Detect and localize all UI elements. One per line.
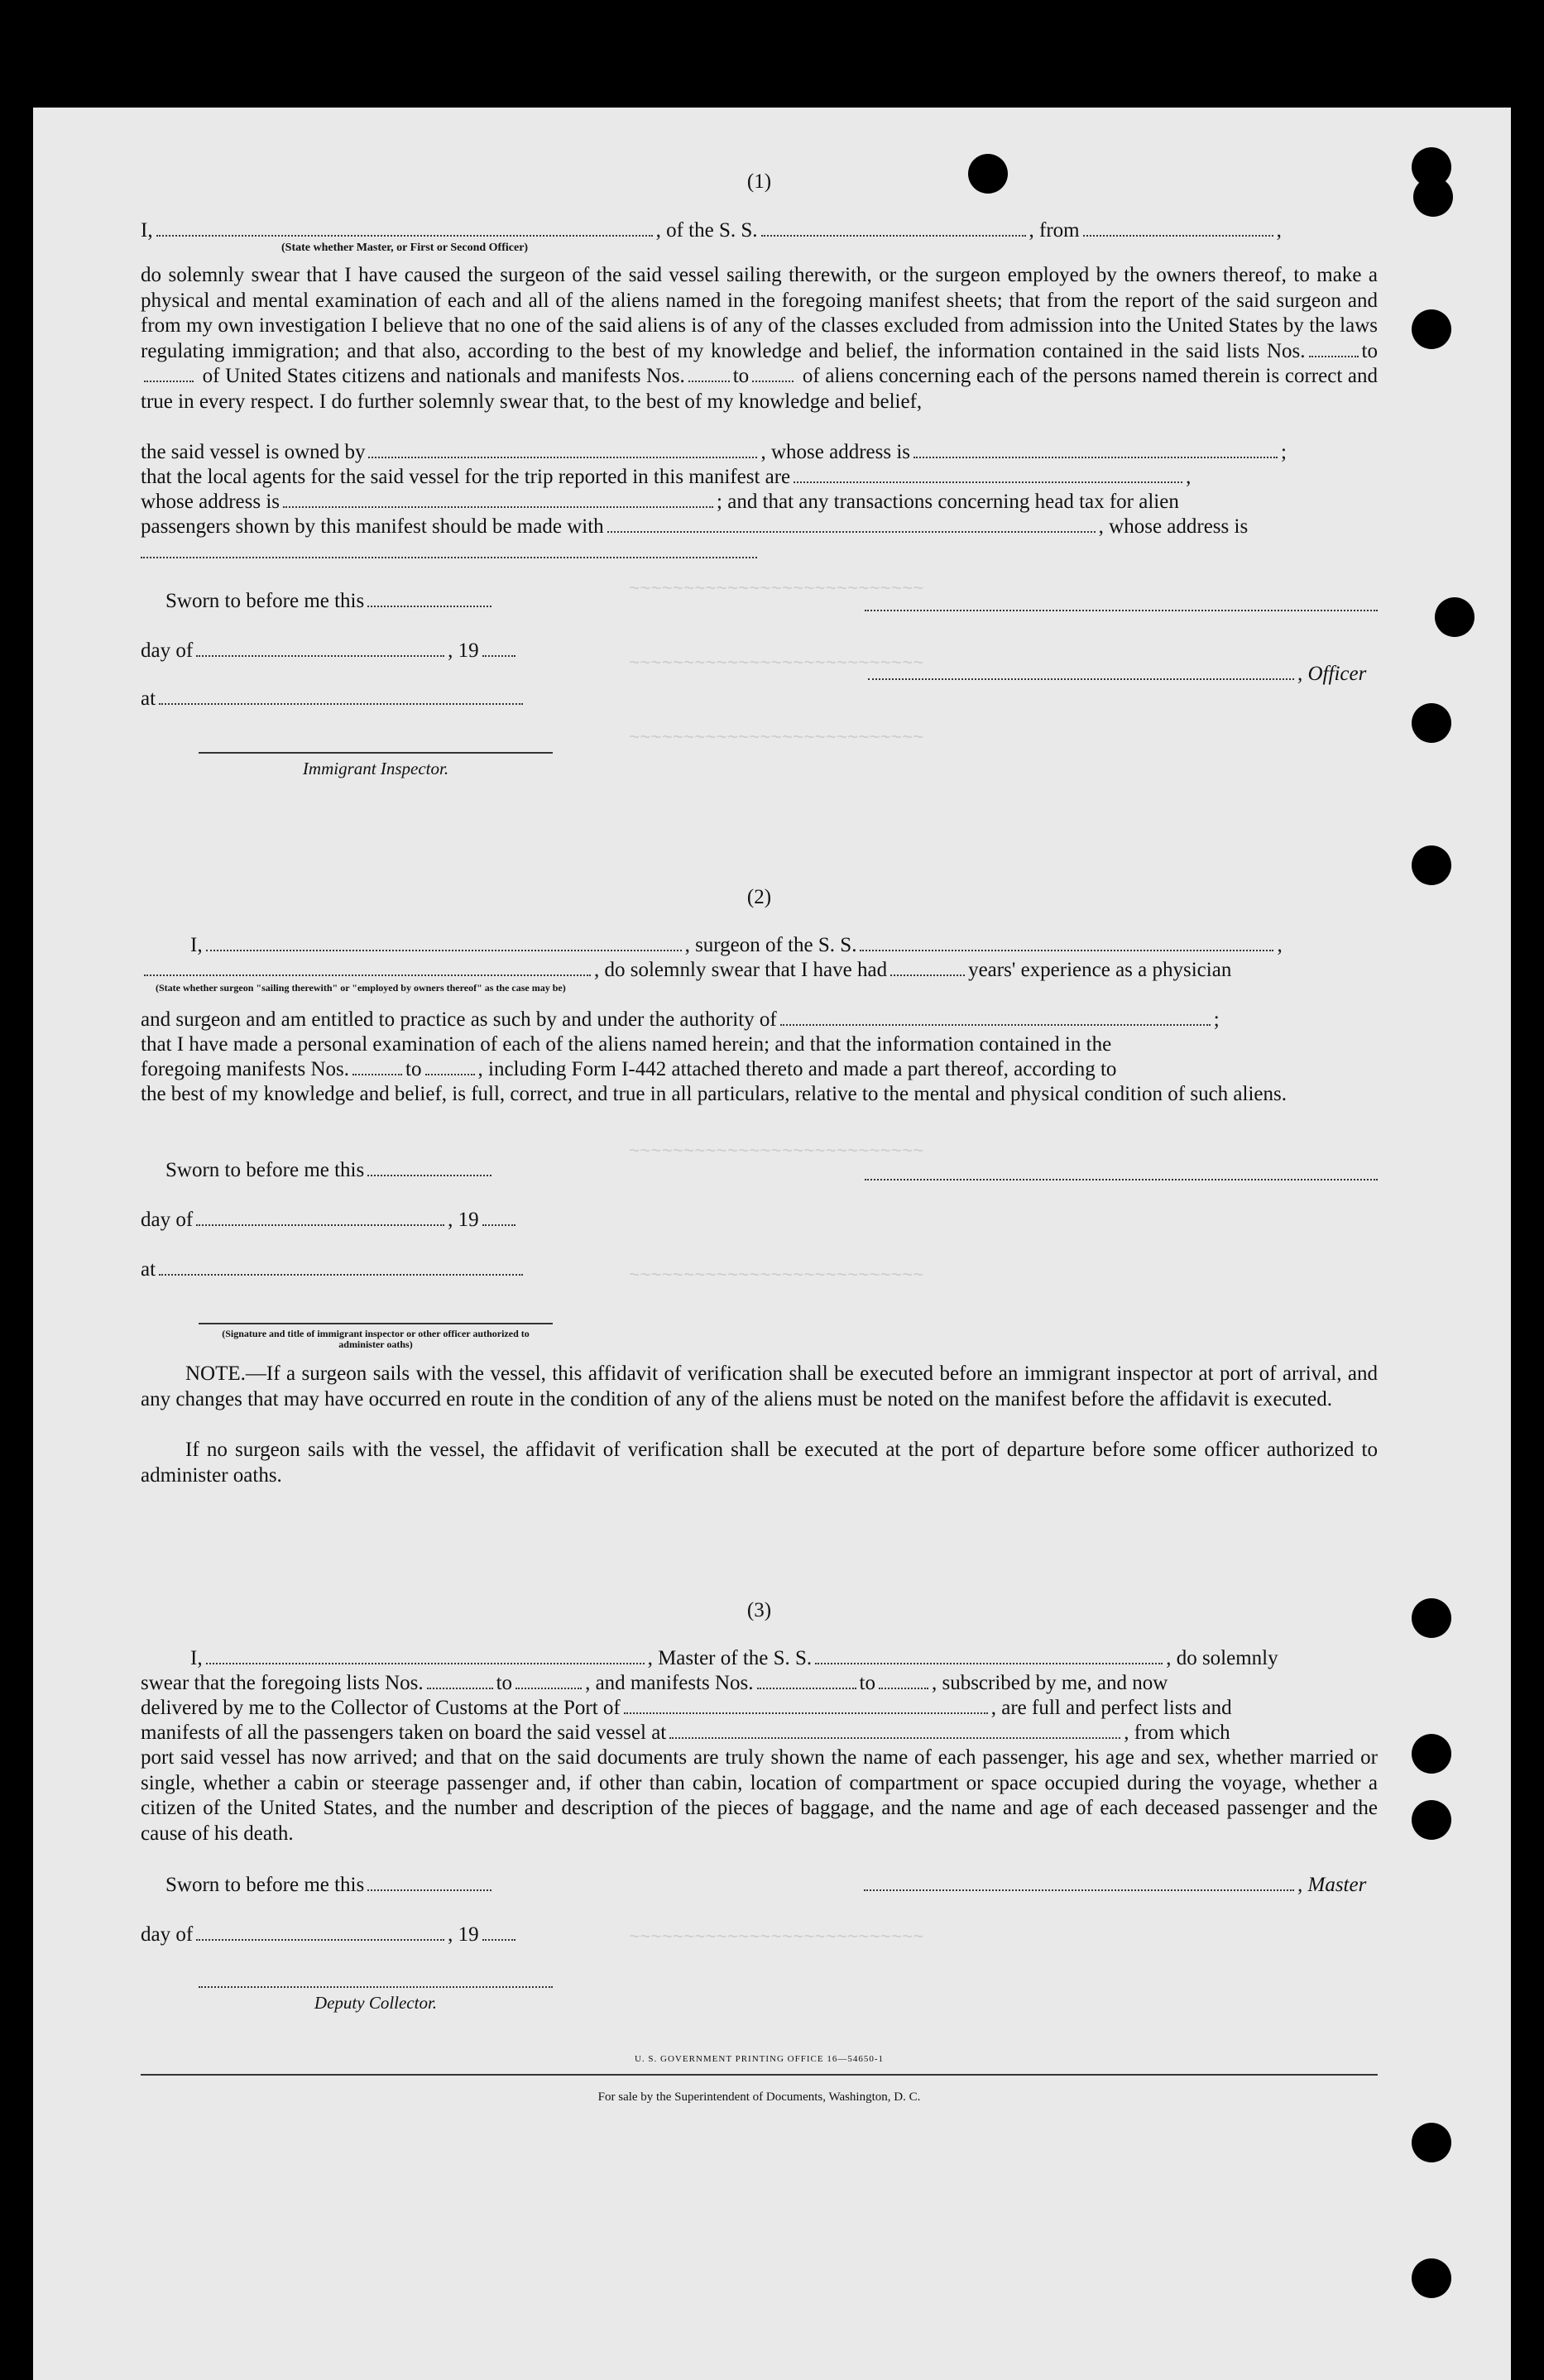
lists-to-field[interactable] xyxy=(144,380,194,382)
s2-year-field[interactable] xyxy=(482,1224,515,1226)
s2-month-field[interactable] xyxy=(196,1224,444,1226)
manifests-to-field[interactable] xyxy=(752,380,794,382)
s1-at: at xyxy=(141,687,156,710)
s3-manifests-from-field[interactable] xyxy=(757,1687,856,1689)
s2-para-e: the best of my knowledge and belief, is full, correct, and true in all particulars, relative to the mental and physical condition of such aliens. xyxy=(141,1083,1287,1105)
years-field[interactable] xyxy=(890,974,965,976)
s1-whose-address-2: whose address is xyxy=(141,491,281,513)
punch-hole xyxy=(1412,2123,1451,2162)
from-port-field[interactable] xyxy=(1083,234,1273,237)
s1-local-agents: that the local agents for the said vessel for the trip reported in this manifest are xyxy=(141,466,791,488)
s1-para3: of aliens concerning each of the persons named therein is correct and true in every respect. I do further solemnly swear that, to the best of my knowledge and belief, xyxy=(141,365,1379,413)
s2-sworn-date-field[interactable] xyxy=(367,1174,491,1176)
s1-whose-address: , whose address is xyxy=(760,441,911,463)
s1-inspector-label: Immigrant Inspector. xyxy=(302,759,449,778)
officer-name-field[interactable] xyxy=(156,234,653,237)
s3-swear-lists: swear that the foregoing lists Nos. xyxy=(141,1672,424,1694)
s2-note-para-1: NOTE.—If a surgeon sails with the vessel, this affidavit of verification shall be executed before an immigrant inspector at port of arrival, and any changes that may have occurred en route in the condition of any of the aliens must be noted on the manifest before the affidavit is executed. xyxy=(141,1362,1378,1410)
s1-to: to xyxy=(1361,339,1378,362)
s1-owned-by: the said vessel is owned by xyxy=(141,441,366,463)
head-tax-party-field[interactable] xyxy=(607,530,1096,533)
punch-hole xyxy=(1435,597,1474,637)
local-agents-field[interactable] xyxy=(794,481,1182,483)
s2-swear: , do solemnly swear that I have had xyxy=(594,959,888,981)
s3-day-of: day of xyxy=(141,1923,194,1946)
s3-master-of: , Master of the S. S. xyxy=(647,1647,813,1669)
punch-hole xyxy=(1412,1598,1451,1638)
s3-do-solemnly: , do solemnly xyxy=(1166,1647,1278,1669)
s2-manifests-to-field[interactable] xyxy=(425,1073,475,1075)
s1-sworn-date-field[interactable] xyxy=(367,605,491,607)
s3-to-2: to xyxy=(859,1672,875,1694)
punch-hole xyxy=(1412,2258,1451,2298)
s1-from: , from xyxy=(1029,219,1080,242)
s3-delivered: delivered by me to the Collector of Customs at the Port of xyxy=(141,1697,621,1719)
owner-field[interactable] xyxy=(368,456,757,458)
surgeon-name-field[interactable] xyxy=(206,949,682,951)
s3-master-label: , Master xyxy=(1297,1874,1367,1896)
s3-deputy-label: Deputy Collector. xyxy=(314,1993,438,2013)
s2-note: (State whether surgeon "sailing therewith" or "employed by owners thereof" as the case may be) xyxy=(156,982,566,994)
punch-hole xyxy=(1413,177,1453,217)
s2-at: at xyxy=(141,1258,156,1281)
s3-year-field[interactable] xyxy=(482,1938,515,1941)
surgeon-status-field[interactable] xyxy=(144,974,591,976)
s1-officer-note: (State whether Master, or First or Second Officer) xyxy=(281,242,529,254)
s3-manifests-to-field[interactable] xyxy=(879,1687,928,1689)
s2-i: I, xyxy=(190,934,203,956)
s1-officer-field[interactable] xyxy=(868,678,1294,680)
s2-inspector-line[interactable] xyxy=(199,1322,553,1324)
ship-name-field[interactable] xyxy=(761,234,1026,237)
section-3-heading: (3) xyxy=(746,1599,772,1621)
s2-ship-field[interactable] xyxy=(860,949,1273,951)
s2-day-of: day of xyxy=(141,1209,194,1231)
master-name-field[interactable] xyxy=(206,1662,645,1664)
s3-and-manifests: , and manifests Nos. xyxy=(585,1672,754,1694)
port-field[interactable] xyxy=(624,1712,988,1714)
s1-passengers: passengers shown by this manifest should be made with xyxy=(141,515,604,538)
s1-whose-address-3: , whose address is xyxy=(1098,515,1249,538)
punch-hole xyxy=(1412,703,1451,743)
s2-surgeon-signature[interactable] xyxy=(865,1178,1378,1180)
s3-lists-from-field[interactable] xyxy=(427,1687,493,1689)
footer-rule xyxy=(141,2073,1378,2076)
s3-sworn-date-field[interactable] xyxy=(367,1889,491,1891)
s2-manifests-from-field[interactable] xyxy=(352,1073,402,1075)
agents-address-field[interactable] xyxy=(283,505,713,508)
s3-subscribed: , subscribed by me, and now xyxy=(931,1672,1168,1694)
master-signature-field[interactable] xyxy=(864,1889,1294,1891)
s1-i: I, xyxy=(141,219,153,242)
s3-month-field[interactable] xyxy=(196,1938,444,1941)
s3-deputy-line[interactable] xyxy=(199,1985,553,1988)
s3-to: to xyxy=(496,1672,513,1694)
s2-sig-note: (Signature and title of immigrant inspector or other officer authorized to administer oaths) xyxy=(222,1328,530,1350)
s2-years: years' experience as a physician xyxy=(968,959,1232,981)
s2-surgeon-of: , surgeon of the S. S. xyxy=(684,934,857,956)
address-line[interactable] xyxy=(141,556,757,558)
s2-sworn: Sworn to before me this xyxy=(165,1159,365,1181)
s3-manifests-all: manifests of all the passengers taken on board the said vessel at xyxy=(141,1722,667,1744)
section-1-heading: (1) xyxy=(746,170,772,193)
s2-para-c: foregoing manifests Nos. xyxy=(141,1058,350,1080)
s2-at-field[interactable] xyxy=(159,1273,523,1276)
s3-i: I, xyxy=(190,1647,203,1669)
for-sale-notice: For sale by the Superintendent of Documents, Washington, D. C. xyxy=(597,2090,921,2104)
lists-from-field[interactable] xyxy=(1309,355,1359,357)
manifests-from-field[interactable] xyxy=(688,380,730,382)
s2-para-b: that I have made a personal examination of each of the aliens named herein; and that the information contained in the xyxy=(141,1033,1112,1056)
s1-at-field[interactable] xyxy=(159,702,523,705)
s1-year-field[interactable] xyxy=(482,654,515,657)
owner-address-field[interactable] xyxy=(913,456,1278,458)
s1-year: , 19 xyxy=(448,639,479,662)
s3-sworn: Sworn to before me this xyxy=(165,1874,365,1896)
s3-ship-field[interactable] xyxy=(815,1662,1163,1664)
s3-para: port said vessel has now arrived; and that on the said documents are truly shown the name of each passenger, his age and sex, whether married or single, whether a cabin or steerage passenger and, if other than cabin, location of compartment or space occupied during the voyage, whether a citizen of the United States, and the number and description of the pieces of baggage, and the name and age of each deceased passenger and the cause of his death. xyxy=(141,1746,1378,1845)
s1-officer-signature[interactable] xyxy=(865,609,1378,611)
punch-hole xyxy=(1412,309,1451,349)
s3-from-which: , from which xyxy=(1124,1722,1230,1744)
s1-sworn: Sworn to before me this xyxy=(165,590,365,612)
punch-hole xyxy=(1412,1800,1451,1840)
s1-inspector-line[interactable] xyxy=(199,751,553,754)
s1-to-2: to xyxy=(732,365,750,387)
s1-para1: do solemnly swear that I have caused the surgeon of the said vessel sailing therewith, or the surgeon employed by the owners thereof, to make a physical and mental examination of each and all of the aliens named in the foregoing manifest sheets; that from the report of the said surgeon and from my own investigation I believe that no one of the said aliens is of any of the classes excluded from admission into the United States by the laws regulating immigration; and that also, according to the best of my knowledge and belief, the information contained in the said lists Nos. xyxy=(141,264,1378,362)
s2-year: , 19 xyxy=(448,1209,479,1231)
s1-of-ss: , of the S. S. xyxy=(655,219,758,242)
s3-lists-to-field[interactable] xyxy=(515,1687,582,1689)
embark-port-field[interactable] xyxy=(669,1736,1120,1739)
punch-hole xyxy=(1412,845,1451,885)
s3-year: , 19 xyxy=(448,1923,479,1946)
s2-to: to xyxy=(405,1058,422,1080)
s1-officer-label: , Officer xyxy=(1297,663,1367,685)
s1-day-of: day of xyxy=(141,639,194,662)
s1-para2: of United States citizens and nationals and manifests Nos. xyxy=(202,365,685,387)
s2-note-para-2: If no surgeon sails with the vessel, the affidavit of verification shall be executed at the port of departure before some officer authorized to administer oaths. xyxy=(141,1439,1378,1487)
gpo-imprint: U. S. GOVERNMENT PRINTING OFFICE 16—54650-1 xyxy=(634,2054,884,2064)
s1-month-field[interactable] xyxy=(196,654,444,657)
authority-field[interactable] xyxy=(780,1023,1211,1026)
s2-para-d: , including Form I-442 attached thereto and made a part thereof, according to xyxy=(477,1058,1117,1080)
punch-hole xyxy=(1412,1734,1451,1774)
s2-para-a: and surgeon and am entitled to practice as such by and under the authority of xyxy=(141,1008,777,1031)
s3-full-perfect: , are full and perfect lists and xyxy=(990,1697,1232,1719)
section-2-heading: (2) xyxy=(746,886,772,908)
s1-head-tax: ; and that any transactions concerning head tax for alien xyxy=(717,491,1179,513)
